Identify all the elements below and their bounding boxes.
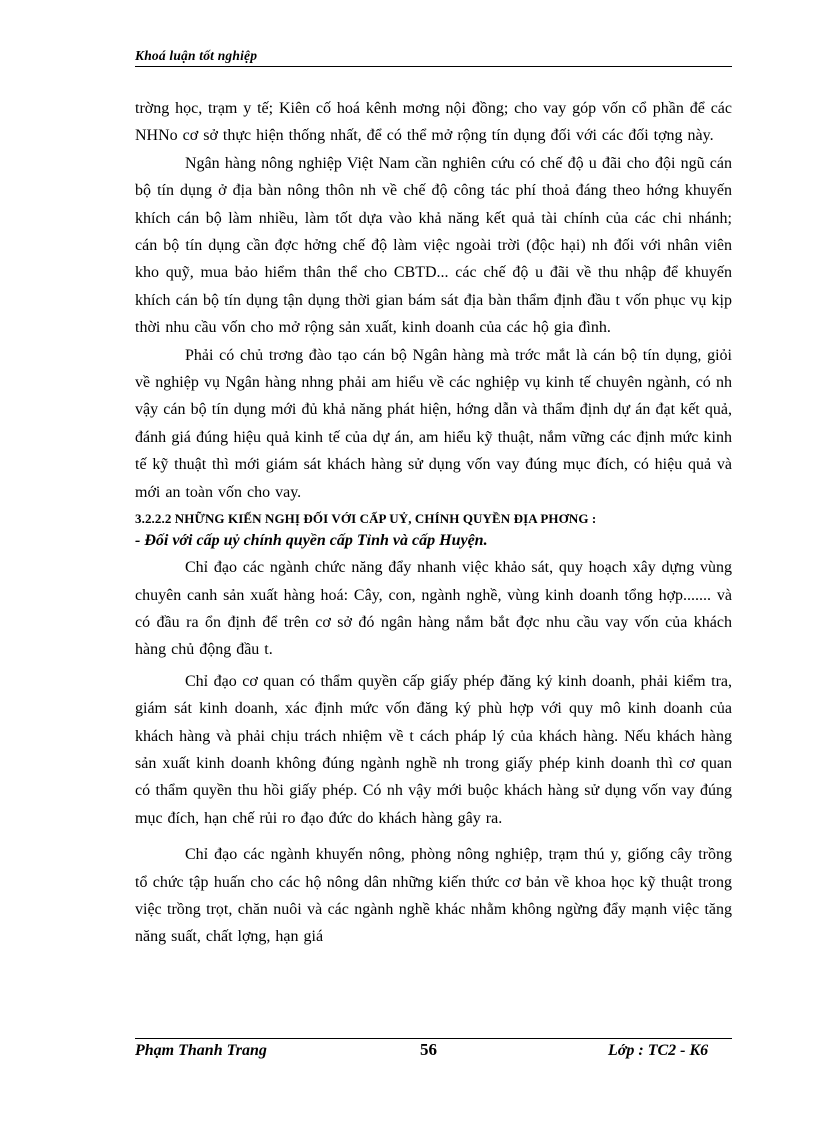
section-heading: 3.2.2.2 NHỮNG KIẾN NGHỊ ĐỐI VỚI CẤP UỶ, CHÍNH QUYỀN ĐỊA PHƠNG : xyxy=(135,511,597,527)
footer-divider xyxy=(135,1038,732,1039)
paragraph-4: Chỉ đạo các ngành chức năng đẩy nhanh việc khảo sát, quy hoạch xây dựng vùng chuyên canh sản xuất hàng hoá: Cây, con, ngành nghề, vùng kinh doanh tổng hợp....... và có đầu ra ổn định để trên cơ sở đó ngân hàng nắm bắt đợc nhu cầu vay vốn của khách hàng chủ động đầu t. xyxy=(135,559,732,659)
paragraph-1: trờng học, trạm y tế; Kiên cố hoá kênh mơng nội đồng; cho vay góp vốn cổ phần để các NHNo cơ sở thực hiện thống nhất, để có thể mở rộng tín dụng đối với các đối tợng này. xyxy=(135,100,732,145)
header-divider xyxy=(135,66,732,67)
paragraph-2: Ngân hàng nông nghiệp Việt Nam cần nghiên cứu có chế độ u đãi cho đội ngũ cán bộ tín dụng ở địa bàn nông thôn nh về chế độ công tác phí thoả đáng theo hớng khuyến khích cán bộ làm nhiều, làm tốt dựa vào khả năng kết quả tài chính của các chi nhánh; cán bộ tín dụng cần đợc hởng chế độ làm việc ngoài trời (độc hại) nh đối với nhân viên kho quỹ, mua bảo hiểm thân thể cho CBTD... các chế độ u đãi về thu nhập để khuyến khích cán bộ tín dụng tận dụng thời gian bám sát địa bàn thẩm định đầu t vốn phục vụ kịp thời nhu cầu vốn cho mở rộng sản xuất, kinh doanh của các hộ gia đình. xyxy=(135,154,732,337)
page-number: 56 xyxy=(420,1040,437,1059)
footer-class: Lớp : TC2 - K6 xyxy=(608,1042,709,1059)
sub-heading: - Đối với cấp uỷ chính quyền cấp Tỉnh và cấp Huyện. xyxy=(135,532,488,550)
paragraph-6: Chỉ đạo các ngành khuyến nông, phòng nông nghiệp, trạm thú y, giống cây trồng tổ chức tập huấn cho các hộ nông dân những kiến thức cơ bản về khoa học kỹ thuật trong việc trồng trọt, chăn nuôi và các ngành nghề khác nhằm không ngừng đẩy mạnh việc tăng năng suất, chất lợng, hạn giá xyxy=(135,846,732,946)
paragraph-5: Chỉ đạo cơ quan có thẩm quyền cấp giấy phép đăng ký kinh doanh, phải kiểm tra, giám sát kinh doanh, xác định mức vốn đăng ký phù hợp với quy mô kinh doanh của khách hàng và phải chịu trách nhiệm về t cách pháp lý của khách hàng. Nếu khách hàng sản xuất kinh doanh không đúng ngành nghề nh trong giấy phép kinh doanh thì cơ quan có thẩm quyền thu hồi giấy phép. Có nh vậy mới buộc khách hàng sử dụng vốn vay đúng mục đích, hạn chế rủi ro đạo đức do khách hàng gây ra. xyxy=(135,672,732,827)
footer-author: Phạm Thanh Trang xyxy=(135,1042,267,1059)
document-body xyxy=(135,95,732,951)
header-title: Khoá luận tốt nghiệp xyxy=(135,48,258,63)
paragraph-3: Phải có chủ trơng đào tạo cán bộ Ngân hàng mà trớc mắt là cán bộ tín dụng, giỏi về nghiệp vụ Ngân hàng nhng phải am hiểu về các nghiệp vụ kinh tế chuyên ngành, có nh vậy cán bộ tín dụng mới đủ khả năng phát hiện, hớng dẫn và thẩm định dự án đạt kết quả, đánh giá đúng hiệu quả kinh tế của dự án, am hiểu kỹ thuật, nắm vững các định mức kinh tế kỹ thuật thì mới giám sát khách hàng sử dụng vốn vay đúng mục đích, có hiệu quả và mới an toàn vốn cho vay. xyxy=(135,346,732,501)
